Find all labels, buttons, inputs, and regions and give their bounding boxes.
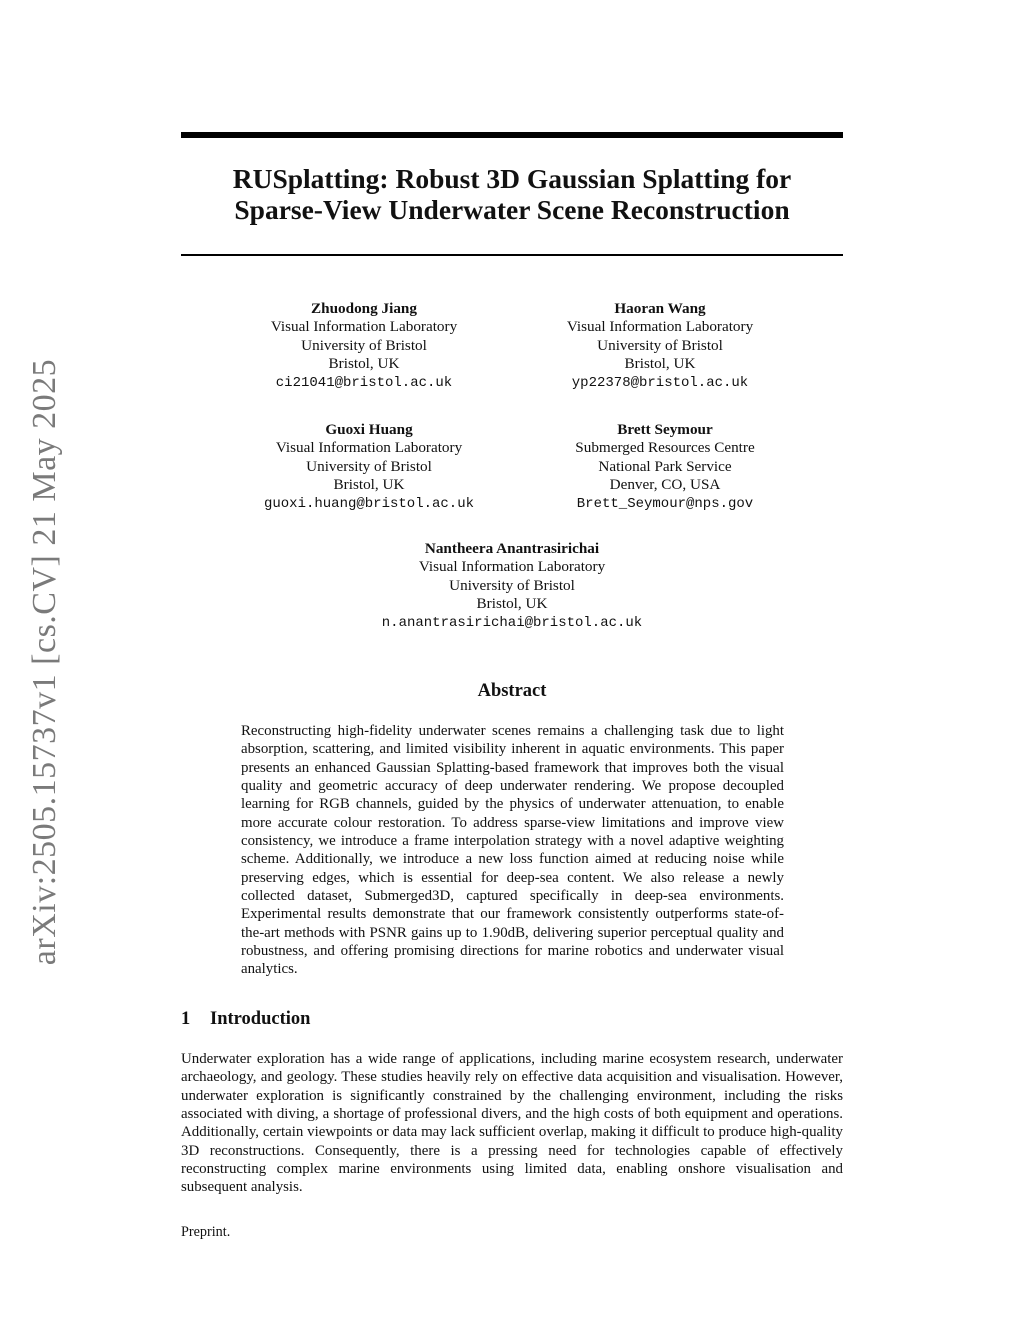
author-email: n.anantrasirichai@bristol.ac.uk	[381, 614, 643, 631]
author-affiliation: Submerged Resources Centre	[575, 439, 755, 457]
author-institution: University of Bristol	[449, 576, 575, 594]
author-location: Bristol, UK	[476, 595, 548, 613]
paper-title	[181, 163, 843, 225]
author-institution: University of Bristol	[306, 457, 432, 475]
preprint-footer: Preprint.	[181, 1224, 231, 1240]
author-name: Zhuodong Jiang	[311, 300, 417, 317]
author-name: Brett Seymour	[617, 421, 713, 438]
author-email: Brett_Seymour@nps.gov	[576, 495, 754, 512]
author-email: yp22378@bristol.ac.uk	[571, 374, 749, 391]
author-block	[214, 300, 514, 392]
section-title: Introduction	[210, 1009, 311, 1029]
author-email: guoxi.huang@bristol.ac.uk	[263, 495, 475, 512]
abstract-text: Reconstructing high-fidelity underwater scenes remains a challenging task due to light absorption, scattering, and limited visibility inherent in aquatic environments. This paper presents an enhanced Gaussian Splatting-based framework that improves both the visual quality and geometric accuracy of deep underwater rendering. We propose decoupled learning for RGB channels, guided by the physics of underwater attenuation, to enable more accurate colour restoration. To address sparse-view limitations and improve view consistency, we introduce a frame interpolation strategy with a novel adaptive weighting scheme. Additionally, we introduce a new loss function aimed at reducing noise while preserving edges, which is essential for deep-sea content. We also release a newly collected dataset, Submerged3D, captured specifically in deep-sea environments. Experimental results demonstrate that our framework consistently outperforms state-of-the-art methods with PSNR gains up to 1.90dB, delivering superior perceptual quality and robustness, and offering promising directions for marine robotics and underwater visual analytics.	[241, 723, 784, 978]
author-name: Guoxi Huang	[325, 421, 413, 438]
arxiv-identifier-stamp: arXiv:2505.15737v1 [cs.CV] 21 May 2025	[26, 358, 63, 966]
author-affiliation: Visual Information Laboratory	[418, 558, 606, 576]
author-name: Nantheera Anantrasirichai	[424, 540, 600, 557]
author-institution: University of Bristol	[301, 336, 427, 354]
author-location: Denver, CO, USA	[609, 476, 721, 494]
author-block	[510, 300, 810, 392]
section-number: 1	[181, 1009, 191, 1029]
author-name: Haoran Wang	[614, 300, 706, 317]
author-email: ci21041@bristol.ac.uk	[275, 374, 453, 391]
paper-title-line: Sparse-View Underwater Scene Reconstruction	[234, 194, 790, 225]
section-heading	[181, 1009, 310, 1030]
author-block	[219, 421, 519, 513]
author-institution: National Park Service	[598, 457, 732, 475]
author-affiliation: Visual Information Laboratory	[566, 318, 754, 336]
author-location: Bristol, UK	[624, 355, 696, 373]
introduction-text: Underwater exploration has a wide range of applications, including marine ecosystem research, underwater archaeology, and geology. These studies heavily rely on effective data acquisition and visualisation. However, underwater exploration is significantly constrained by the challenging environment, including the risks associated with diving, a shortage of professional divers, and the high costs of both equipment and operations. Additionally, certain viewpoints or data may lack sufficient overlap, making it difficult to produce high-quality 3D reconstructions. Consequently, there is a pressing need for technologies capable of effectively reconstructing complex marine environments using limited data, enabling onshore visualisation and subsequent analysis.	[181, 1051, 843, 1196]
author-block	[515, 421, 815, 513]
author-affiliation: Visual Information Laboratory	[275, 439, 463, 457]
author-institution: University of Bristol	[597, 336, 723, 354]
author-affiliation: Visual Information Laboratory	[270, 318, 458, 336]
author-location: Bristol, UK	[328, 355, 400, 373]
paper-title-line: RUSplatting: Robust 3D Gaussian Splatting for	[232, 163, 792, 194]
abstract-heading: Abstract	[477, 681, 547, 701]
title-top-rule	[181, 132, 843, 138]
author-block	[362, 540, 662, 632]
author-location: Bristol, UK	[333, 476, 405, 494]
title-bottom-rule	[181, 254, 843, 256]
